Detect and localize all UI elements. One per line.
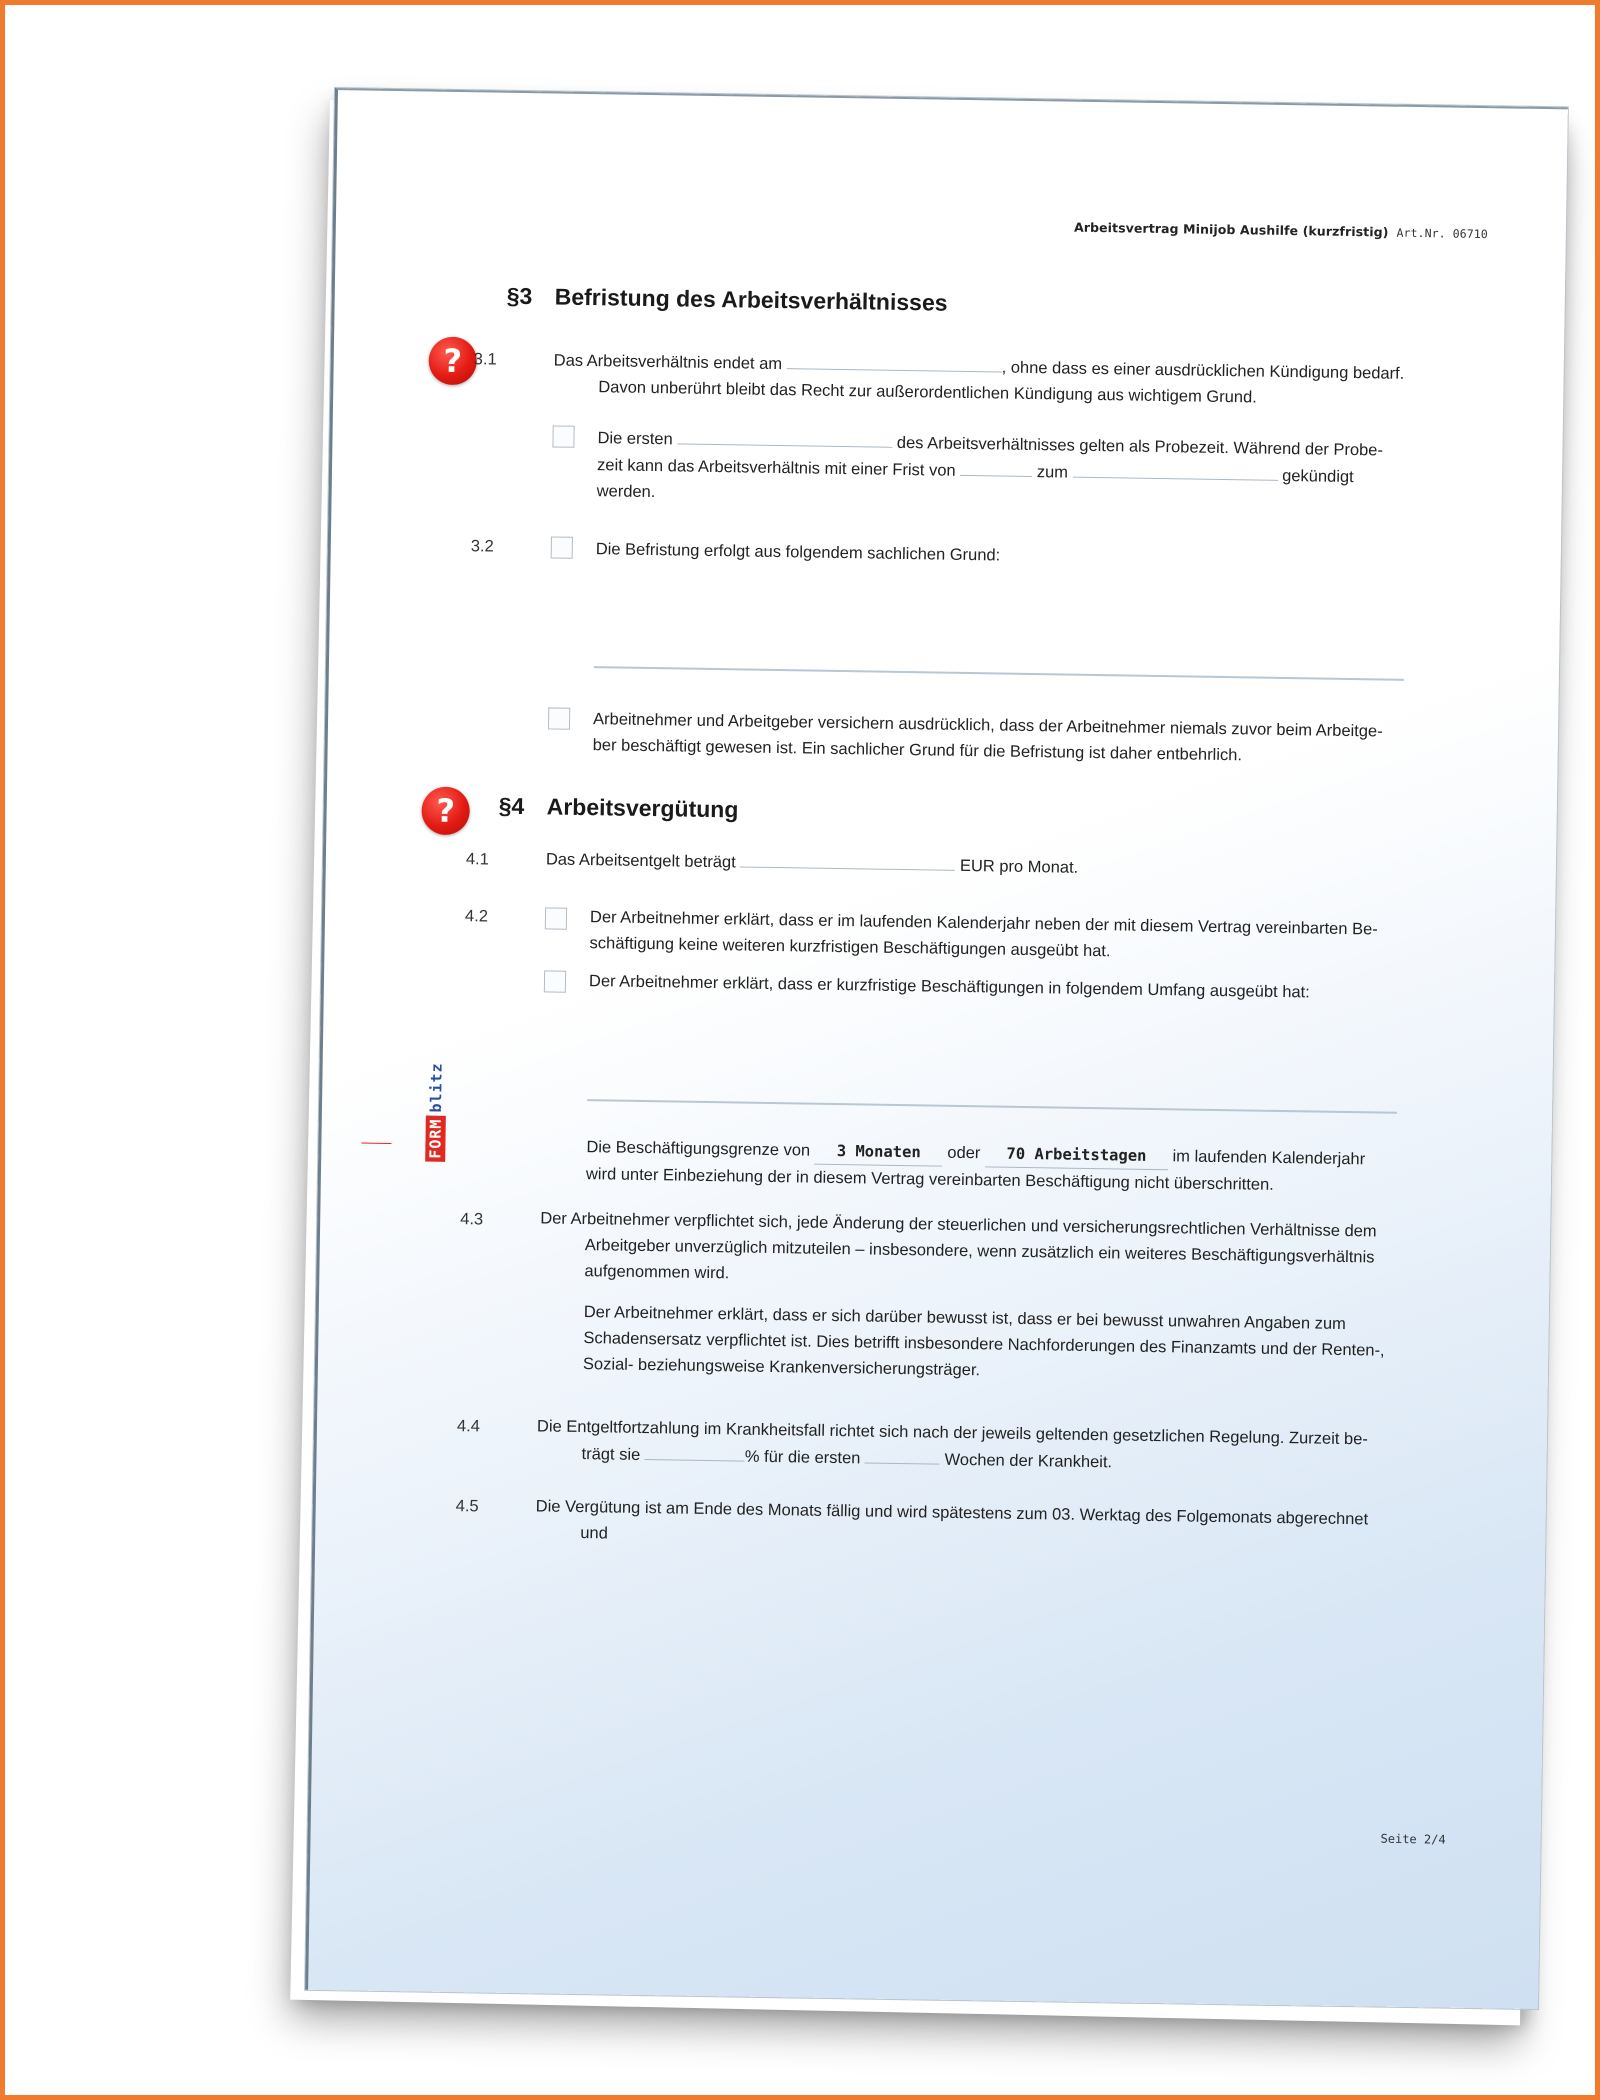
clause-text: zum bbox=[1036, 463, 1069, 482]
limit-days-value[interactable]: 70 Arbeitstagen bbox=[985, 1140, 1168, 1170]
clause-text: Schadensersatz verpflichtet ist. Dies betrifft insbesondere Nachforderungen des Finanzamts und der Renten-, bbox=[583, 1329, 1385, 1360]
clause-text: , ohne dass es einer ausdrücklichen Kündigung bedarf. bbox=[1001, 358, 1405, 383]
clause-text: % für die ersten bbox=[744, 1447, 861, 1468]
clause-text: Die Beschäftigungsgrenze von bbox=[586, 1138, 811, 1160]
clause-text: Arbeitgeber unverzüglich mitzuteilen – insbesondere, wenn zusätzlich ein weiteres Beschäftigungsverhältnis bbox=[584, 1236, 1375, 1267]
probation-duration-field[interactable] bbox=[677, 425, 892, 447]
salary-field[interactable] bbox=[740, 848, 955, 870]
clause-text: oder bbox=[947, 1143, 981, 1163]
other-employment-text: Der Arbeitnehmer erklärt, dass er kurzfristige Beschäftigungen in folgendem Umfang ausgeübt hat: bbox=[588, 972, 1310, 1002]
clause-number: 4.4 bbox=[456, 1417, 481, 1436]
clause-text: schäftigung keine weiteren kurzfristigen Beschäftigungen ausgeübt hat. bbox=[589, 934, 1111, 961]
limit-months-value[interactable]: 3 Monaten bbox=[815, 1138, 943, 1167]
section-title: Befristung des Arbeitsverhältnisses bbox=[554, 283, 948, 316]
clause-number: 4.2 bbox=[464, 907, 489, 926]
section-title: Arbeitsvergütung bbox=[546, 793, 739, 823]
reason-checkbox[interactable] bbox=[551, 536, 573, 558]
help-question-icon[interactable]: ? bbox=[421, 786, 470, 835]
notice-date-field[interactable] bbox=[1073, 459, 1278, 481]
sick-pay-percent-field[interactable] bbox=[645, 1441, 745, 1462]
clause-number: 4.1 bbox=[465, 850, 489, 869]
clause-text: Arbeitnehmer und Arbeitgeber versichern ausdrücklich, dass der Arbeitnehmer niemals zuvor beim Arbeitge- bbox=[592, 710, 1383, 741]
document-header bbox=[1074, 220, 1488, 241]
clause-text: Das Arbeitsverhältnis endet am bbox=[553, 351, 783, 374]
clause-text: Die Vergütung ist am Ende des Monats fällig und wird spätestens zum 03. Werktag des Folgemonats abgerechnet bbox=[535, 1497, 1369, 1529]
no-other-employment-checkbox[interactable] bbox=[545, 907, 567, 929]
clause-3-1-line2: Davon unberührt bleibt das Recht zur außerordentlichen Kündigung aus wichtigem Grund. bbox=[598, 378, 1257, 407]
clause-text: Wochen der Krankheit. bbox=[944, 1450, 1113, 1472]
clause-text: Der Arbeitnehmer erklärt, dass er im laufenden Kalenderjahr neben der mit diesem Vertrag vereinbarten Be- bbox=[589, 908, 1378, 939]
document-page bbox=[305, 88, 1568, 2009]
clause-text: werden. bbox=[596, 482, 656, 502]
end-date-field[interactable] bbox=[787, 350, 1002, 372]
clause-text: ber beschäftigt gewesen ist. Ein sachlicher Grund für die Befristung ist daher entbehrlich. bbox=[592, 736, 1243, 765]
clause-text: Das Arbeitsentgelt beträgt bbox=[545, 850, 736, 872]
clause-text: aufgenommen wird. bbox=[584, 1262, 730, 1283]
employment-limit-text bbox=[586, 1134, 1417, 1200]
clause-number: 4.3 bbox=[460, 1210, 484, 1229]
notice-period-field[interactable] bbox=[960, 457, 1032, 477]
clause-4-3-p2 bbox=[583, 1299, 1424, 1390]
clause-text: Die ersten bbox=[597, 429, 673, 449]
clause-text: wird unter Einbeziehung der in diesem Vertrag vereinbarten Beschäftigung nicht überschritten. bbox=[585, 1165, 1274, 1194]
clause-text: trägt sie bbox=[581, 1445, 641, 1464]
section-4-heading bbox=[499, 793, 739, 824]
brand-divider bbox=[361, 1143, 391, 1144]
section-3-heading bbox=[507, 283, 948, 317]
clause-text: im laufenden Kalenderjahr bbox=[1172, 1147, 1366, 1169]
reason-input-line[interactable] bbox=[594, 666, 1404, 681]
logo-blitz: blitz bbox=[426, 1062, 446, 1113]
other-employment-checkbox[interactable] bbox=[544, 970, 566, 992]
clause-text: des Arbeitsverhältnisses gelten als Probezeit. Während der Probe- bbox=[896, 433, 1384, 460]
clause-4-3-p1 bbox=[539, 1205, 1420, 1297]
reason-text: Die Befristung erfolgt aus folgendem sachlichen Grund: bbox=[595, 540, 1001, 565]
clause-text: Der Arbeitnehmer erklärt, dass er sich darüber bewusst ist, dass er bei bewusst unwahren Angaben zum bbox=[583, 1303, 1346, 1334]
article-number: Art.Nr. 06710 bbox=[1396, 225, 1488, 242]
probation-checkbox[interactable] bbox=[552, 425, 574, 447]
sick-pay-weeks-field[interactable] bbox=[865, 1444, 940, 1464]
document-title: Arbeitsvertrag Minijob Aushilfe (kurzfristig) bbox=[1073, 219, 1389, 240]
page-number: Seite 2/4 bbox=[1380, 1831, 1446, 1847]
no-prior-employment-checkbox[interactable] bbox=[548, 707, 570, 729]
clause-text: zeit kann das Arbeitsverhältnis mit einer Frist von bbox=[596, 456, 956, 480]
clause-text: und bbox=[580, 1524, 609, 1543]
no-other-employment-text bbox=[589, 904, 1420, 969]
clause-text: gekündigt bbox=[1282, 466, 1354, 487]
clause-4-5 bbox=[535, 1493, 1416, 1559]
no-prior-employment-text bbox=[593, 706, 1424, 771]
help-question-icon[interactable]: ? bbox=[428, 337, 477, 386]
section-number: §4 bbox=[498, 792, 525, 820]
section-number: §3 bbox=[506, 282, 533, 310]
logo-form: FORM bbox=[425, 1115, 446, 1161]
clause-number: 3.2 bbox=[470, 537, 494, 556]
other-employment-input-line[interactable] bbox=[587, 1099, 1397, 1114]
clause-text: Die Entgeltfortzahlung im Krankheitsfall richtet sich nach der jeweils geltenden gesetzlichen Regelung. Zurzeit be- bbox=[536, 1417, 1368, 1449]
clause-text: Der Arbeitnehmer verpflichtet sich, jede Änderung der steuerlichen und versicherungsrechtlichen Verhältnisse dem bbox=[540, 1209, 1377, 1241]
clause-number: 4.5 bbox=[455, 1497, 479, 1516]
clause-number: 3.1 bbox=[473, 350, 497, 369]
probation-paragraph bbox=[596, 424, 1417, 517]
clause-text: EUR pro Monat. bbox=[959, 856, 1079, 877]
clause-4-1 bbox=[546, 845, 1079, 880]
formblitz-logo bbox=[426, 1059, 446, 1162]
clause-4-4 bbox=[536, 1413, 1417, 1480]
clause-text: Sozial- beziehungsweise Krankenversicherungsträger. bbox=[582, 1355, 981, 1380]
